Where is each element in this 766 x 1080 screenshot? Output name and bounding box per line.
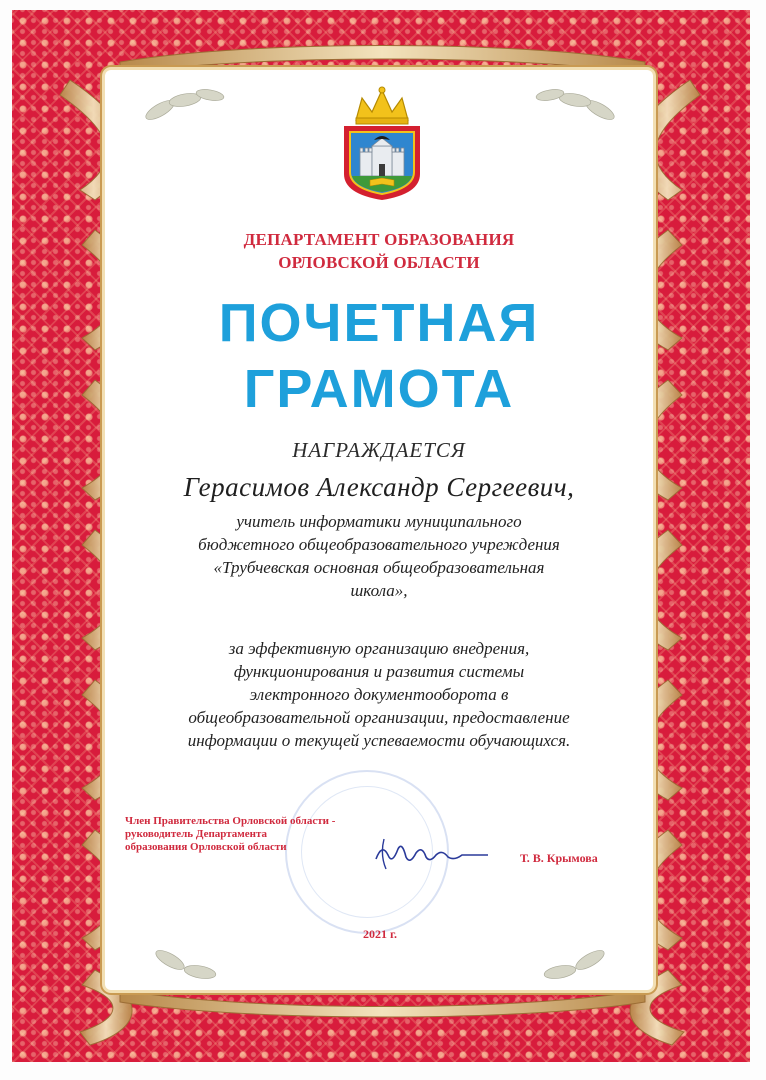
award-reason (105, 637, 653, 752)
handwritten-signature (372, 835, 492, 875)
orel-coat-of-arms-icon (336, 82, 428, 202)
department-line-2: ОРЛОВСКОЙ ОБЛАСТИ (278, 253, 480, 272)
department-heading (105, 228, 653, 274)
signer-line: образования Орловской области (125, 841, 287, 853)
signer-name: Т. В. Крымова (520, 851, 598, 865)
position-line: учитель информатики муниципального (236, 512, 522, 531)
reason-line: электронного документооборота в (249, 685, 509, 704)
title-line-2: ГРАМОТА (243, 359, 515, 419)
signer-line: руководитель Департамента (125, 828, 268, 840)
department-line-1: ДЕПАРТАМЕНТ ОБРАЗОВАНИЯ (243, 230, 515, 249)
awarded-label: НАГРАЖДАЕТСЯ (292, 438, 466, 462)
position-line: бюджетного общеобразовательного учреждения (198, 535, 560, 554)
reason-line: функционирования и развития системы (233, 662, 525, 681)
position-line: «Трубчевская основная общеобразовательная (213, 558, 545, 577)
reason-line: общеобразовательной организации, предоставление (188, 708, 570, 727)
recipient-position (105, 510, 653, 602)
title-line-1: ПОЧЕТНАЯ (218, 293, 540, 353)
reason-line: за эффективную организацию внедрения, (228, 639, 530, 658)
reason-line: информации о текущей успеваемости обучающихся. (187, 731, 571, 750)
certificate-title (105, 290, 653, 422)
issue-year: 2021 г. (362, 927, 398, 941)
signer-line: Член Правительства Орловской области - (125, 815, 336, 827)
position-line: школа», (350, 581, 408, 600)
recipient-name: Герасимов Александр Сергеевич, (183, 472, 575, 502)
